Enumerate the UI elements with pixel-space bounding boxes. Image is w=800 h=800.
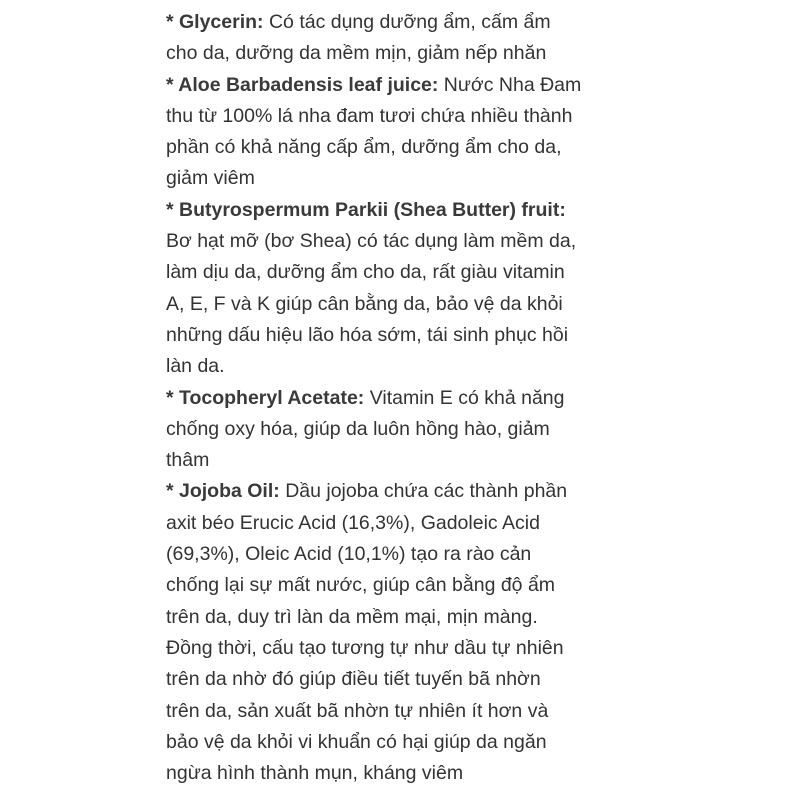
ingredient-text-line: thu từ 100% lá nha đam tươi chứa nhiều thành — [166, 104, 573, 127]
ingredient-text-line: thâm — [166, 449, 210, 472]
ingredient-text-line: trên da, duy trì làn da mềm mại, mịn màng. — [166, 605, 538, 628]
ingredient-text-line: A, E, F và K giúp cân bằng da, bảo vệ da khỏi — [166, 292, 563, 315]
ingredient-text-line: Đồng thời, cấu tạo tương tự như dầu tự nhiên — [166, 636, 564, 659]
ingredient-text-line: làn da. — [166, 355, 225, 378]
ingredient-entry-glycerin — [166, 7, 636, 70]
ingredient-name-tocopheryl: * Tocopheryl Acetate: — [166, 386, 365, 409]
ingredient-text-line: Vitamin E có khả năng — [369, 386, 565, 409]
ingredient-entry-shea-butter — [166, 195, 636, 383]
ingredient-text-line: làm dịu da, dưỡng ẩm cho da, rất giàu vitamin — [166, 261, 565, 284]
ingredient-text-line: (69,3%), Oleic Acid (10,1%) tạo ra rào cản — [166, 543, 532, 566]
ingredient-text-line: phần có khả năng cấp ẩm, dưỡng ẩm cho da, — [166, 136, 562, 159]
ingredient-text-line: bảo vệ da khỏi vi khuẩn có hại giúp da ngăn — [166, 730, 547, 753]
ingredient-text-line: axit béo Erucic Acid (16,3%), Gadoleic Acid — [166, 511, 540, 534]
ingredient-text-line: Dầu jojoba chứa các thành phần — [285, 480, 568, 503]
ingredient-text-line: ngừa hình thành mụn, kháng viêm — [166, 762, 464, 785]
ingredient-text-line: chống oxy hóa, giúp da luôn hồng hào, giảm — [166, 417, 550, 440]
ingredient-text-line: những dấu hiệu lão hóa sớm, tái sinh phục hồi — [166, 323, 569, 346]
ingredient-text-line: Nước Nha Đam — [443, 73, 582, 96]
ingredient-text-line: trên da nhờ đó giúp điều tiết tuyến bã nhờn — [166, 668, 541, 691]
ingredient-text-line: giảm viêm — [166, 167, 255, 190]
ingredient-text-line: Bơ hạt mỡ (bơ Shea) có tác dụng làm mềm da, — [166, 230, 577, 253]
ingredient-text-line: Có tác dụng dưỡng ẩm, cấm ẩm — [268, 11, 551, 33]
ingredient-entry-tocopheryl — [166, 383, 636, 477]
ingredient-text-line: cho da, dưỡng da mềm mịn, giảm nếp nhăn — [166, 42, 547, 65]
ingredient-name-jojoba: * Jojoba Oil: — [166, 480, 280, 503]
ingredient-entry-aloe — [166, 70, 636, 195]
ingredient-name-glycerin: * Glycerin: — [166, 11, 264, 33]
ingredient-description-text — [166, 7, 636, 789]
ingredient-entry-jojoba — [166, 476, 636, 789]
ingredient-text-line: trên da, sản xuất bã nhờn tự nhiên ít hơn và — [166, 699, 549, 722]
ingredient-name-shea-butter: * Butyrospermum Parkii (Shea Butter) fruit: — [166, 198, 566, 221]
ingredient-text-line: chống lại sự mất nước, giúp cân bằng độ ẩm — [166, 574, 556, 597]
ingredient-name-aloe: * Aloe Barbadensis leaf juice: — [166, 73, 439, 96]
